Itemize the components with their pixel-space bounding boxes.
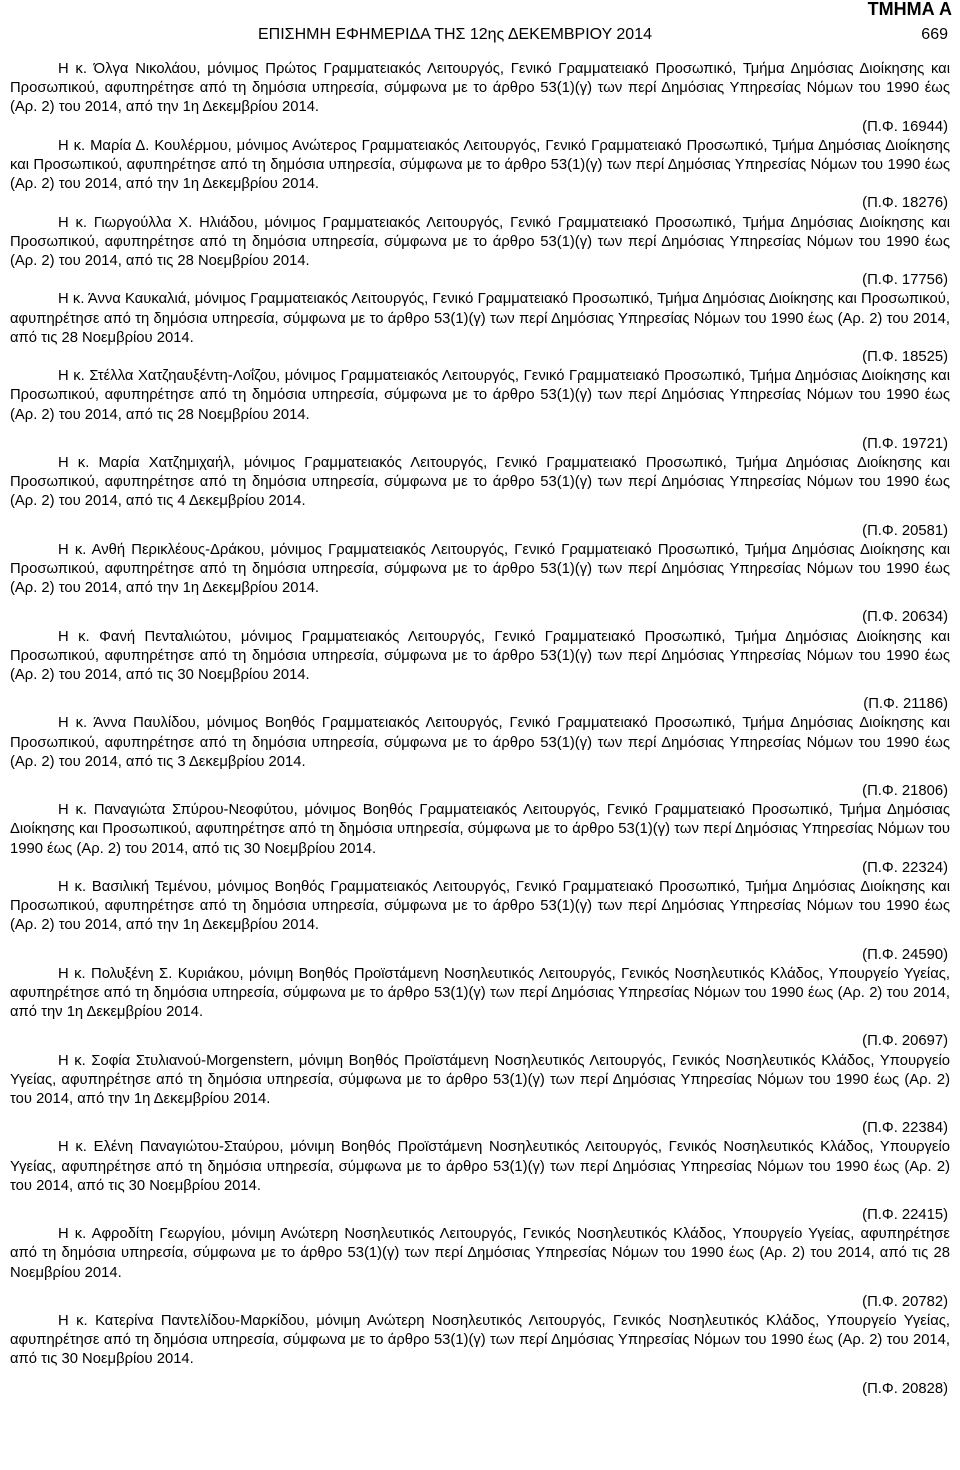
notice-text: Η κ. Άννα Καυκαλιά, μόνιμος Γραμματειακός Λειτουργός, Γενικό Γραμματειακό Προσωπικό, Τμήμα Δημόσιας Διοίκησης και Προσωπικού, αφυπηρέτησε από τη δημόσια υπηρεσία, σύμφωνα με το άρθρο 53(1)(γ) των περί Δημόσιας Υπηρεσίας Νόμων του 1990 έως (Αρ. 2) του 2014, από τις 28 Νοεμβρίου 2014. bbox=[10, 291, 950, 346]
retirement-notice bbox=[10, 290, 950, 367]
notice-text: Η κ. Φανή Πενταλιώτου, μόνιμος Γραμματειακός Λειτουργός, Γενικό Γραμματειακό Προσωπικό, Τμήμα Δημόσιας Διοίκησης και Προσωπικού, αφυπηρέτησε από τη δημόσια υπηρεσία, σύμφωνα με το άρθρο 53(1)(γ) των περί Δημόσιας Υπηρεσίας Νόμων του 1990 έως (Αρ. 2) του 2014, από τις 30 Νοεμβρίου 2014. bbox=[10, 628, 950, 683]
notice-text: Η κ. Αφροδίτη Γεωργίου, μόνιμη Ανώτερη Νοσηλευτικός Λειτουργός, Γενικός Νοσηλευτικός Κλάδος, Υπουργείο Υγείας, αφυπηρέτησε από τη δημόσια υπηρεσία, σύμφωνα με το άρθρο 53(1)(γ) των περί Δημόσιας Υπηρεσίας Νόμων του 1990 έως (Αρ. 2) του 2014, από τις 28 Νοεμβρίου 2014. bbox=[10, 1226, 950, 1281]
file-reference: (Π.Φ. 20634) bbox=[862, 609, 948, 626]
retirement-notice bbox=[10, 454, 950, 541]
notice-text: Η κ. Παναγιώτα Σπύρου-Νεοφύτου, μόνιμος Βοηθός Γραμματειακός Λειτουργός, Γενικό Γραμματειακό Προσωπικό, Τμήμα Δημόσιας Διοίκησης και Προσωπικού, αφυπηρέτησε από τη δημόσια υπηρεσία, σύμφωνα με το άρθρο 53(1)(γ) των περί Δημόσιας Υπηρεσίας Νόμων του 1990 έως (Αρ. 2) του 2014, από τις 30 Νοεμβρίου 2014. bbox=[10, 802, 950, 857]
file-reference: (Π.Φ. 20782) bbox=[862, 1293, 948, 1310]
notice-text: Η κ. Σοφία Στυλιανού-Morgenstern, μόνιμη Βοηθός Προϊστάμενη Νοσηλευτικός Λειτουργός, Γενικός Νοσηλευτικός Κλάδος, Υπουργείο Υγείας, αφυπηρέτησε από τη δημόσια υπηρεσία, σύμφωνα με το άρθρο 53(1)(γ) των περί Δημόσιας Υπηρεσίας Νόμων του 1990 έως (Αρ. 2) του 2014, από την 1η Δεκεμβρίου 2014. bbox=[10, 1052, 950, 1107]
retirement-notice bbox=[10, 628, 950, 715]
file-reference: (Π.Φ. 21806) bbox=[862, 782, 948, 799]
file-reference: (Π.Φ. 18525) bbox=[862, 349, 948, 365]
notice-text: Η κ. Άννα Παυλίδου, μόνιμος Βοηθός Γραμματειακός Λειτουργός, Γενικό Γραμματειακό Προσωπικό, Τμήμα Δημόσιας Διοίκησης και Προσωπικού, αφυπηρέτησε από τη δημόσια υπηρεσία, σύμφωνα με το άρθρο 53(1)(γ) των περί Δημόσιας Υπηρεσίας Νόμων του 1990 έως (Αρ. 2) του 2014, από τις 3 Δεκεμβρίου 2014. bbox=[10, 715, 950, 770]
notice-text: Η κ. Βασιλική Τεμένου, μόνιμος Βοηθός Γραμματειακός Λειτουργός, Γενικό Γραμματειακό Προσωπικό, Τμήμα Δημόσιας Διοίκησης και Προσωπικού, αφυπηρέτησε από τη δημόσια υπηρεσία, σύμφωνα με το άρθρο 53(1)(γ) των περί Δημόσιας Υπηρεσίας Νόμων του 1990 έως (Αρ. 2) του 2014, από την 1η Δεκεμβρίου 2014. bbox=[10, 878, 950, 934]
notice-text: Η κ. Μαρία Δ. Κουλέρμου, μόνιμος Ανώτερος Γραμματειακός Λειτουργός, Γενικό Γραμματειακό Προσωπικό, Τμήμα Δημόσιας Διοίκησης και Προσωπικού, αφυπηρέτησε από τη δημόσια υπηρεσία, σύμφωνα με το άρθρο 53(1)(γ) των περί Δημόσιας Υπηρεσίας Νόμων του 1990 έως (Αρ. 2) του 2014, από την 1η Δεκεμβρίου 2014. bbox=[10, 137, 950, 193]
retirement-notice bbox=[10, 214, 950, 291]
retirement-notice bbox=[10, 541, 950, 628]
file-reference: (Π.Φ. 22324) bbox=[862, 859, 948, 876]
notice-text: Η κ. Στέλλα Χατζηαυξέντη-Λοΐζου, μόνιμος Γραμματειακός Λειτουργός, Γενικό Γραμματειακό Προσωπικό, Τμήμα Δημόσιας Διοίκησης και Προσωπικού, αφυπηρέτησε από τη δημόσια υπηρεσία, σύμφωνα με το άρθρο 53(1)(γ) των περί Δημόσιας Υπηρεσίας Νόμων του 1990 έως (Αρ. 2) του 2014, από τις 28 Νοεμβρίου 2014. bbox=[10, 368, 950, 423]
notice-text: Η κ. Μαρία Χατζημιχαήλ, μόνιμος Γραμματειακός Λειτουργός, Γενικό Γραμματειακό Προσωπικό, Τμήμα Δημόσιας Διοίκησης και Προσωπικού, αφυπηρέτησε από τη δημόσια υπηρεσία, σύμφωνα με το άρθρο 53(1)(γ) των περί Δημόσιας Υπηρεσίας Νόμων του 1990 έως (Αρ. 2) του 2014, από τις 4 Δεκεμβρίου 2014. bbox=[10, 454, 950, 510]
notice-text: Η κ. Όλγα Νικολάου, μόνιμος Πρώτος Γραμματειακός Λειτουργός, Γενικό Γραμματειακό Προσωπικό, Τμήμα Δημόσιας Διοίκησης και Προσωπικού, αφυπηρέτησε από τη δημόσια υπηρεσία, σύμφωνα με το άρθρο 53(1)(γ) των περί Δημόσιας Υπηρεσίας Νόμων του 1990 έως (Αρ. 2) του 2014, από την 1η Δεκεμβρίου 2014. bbox=[10, 61, 950, 116]
file-reference: (Π.Φ. 22415) bbox=[862, 1206, 948, 1223]
retirement-notice bbox=[10, 1312, 950, 1399]
file-reference: (Π.Φ. 24590) bbox=[862, 946, 948, 963]
file-reference: (Π.Φ. 21186) bbox=[863, 696, 948, 713]
retirement-notice bbox=[10, 801, 950, 878]
retirement-notice bbox=[10, 1138, 950, 1225]
section-label: ΤΜΗΜΑ Α bbox=[867, 0, 952, 19]
gazette-title: ΕΠΙΣΗΜΗ ΕΦΗΜΕΡΙΔΑ ΤΗΣ 12ης ΔΕΚΕΜΒΡΙΟΥ 2014 bbox=[258, 26, 652, 43]
file-reference: (Π.Φ. 17756) bbox=[862, 272, 948, 289]
notice-text: Η κ. Ανθή Περικλέους-Δράκου, μόνιμος Γραμματειακός Λειτουργός, Γενικό Γραμματειακό Προσωπικό, Τμήμα Δημόσιας Διοίκησης και Προσωπικού, αφυπηρέτησε από τη δημόσια υπηρεσία, σύμφωνα με το άρθρο 53(1)(γ) των περί Δημόσιας Υπηρεσίας Νόμων του 1990 έως (Αρ. 2) του 2014, από την 1η Δεκεμβρίου 2014. bbox=[10, 541, 950, 597]
retirement-notice bbox=[10, 1052, 950, 1139]
file-reference: (Π.Φ. 16944) bbox=[862, 118, 948, 135]
file-reference: (Π.Φ. 19721) bbox=[862, 435, 948, 452]
retirement-notice bbox=[10, 137, 950, 214]
notice-text: Η κ. Ελένη Παναγιώτου-Σταύρου, μόνιμη Βοηθός Προϊστάμενη Νοσηλευτικός Λειτουργός, Γενικός Νοσηλευτικός Κλάδος, Υπουργείο Υγείας, αφυπηρέτησε από τη δημόσια υπηρεσία, σύμφωνα με το άρθρο 53(1)(γ) των περί Δημόσιας Υπηρεσίας Νόμων του 1990 έως (Αρ. 2) του 2014, από τις 30 Νοεμβρίου 2014. bbox=[10, 1139, 950, 1194]
retirement-notice bbox=[10, 714, 950, 801]
file-reference: (Π.Φ. 22384) bbox=[862, 1120, 948, 1137]
file-reference: (Π.Φ. 18276) bbox=[862, 195, 948, 212]
file-reference: (Π.Φ. 20828) bbox=[862, 1380, 948, 1397]
retirement-notice bbox=[10, 367, 950, 454]
notice-text: Η κ. Πολυξένη Σ. Κυριάκου, μόνιμη Βοηθός Προϊστάμενη Νοσηλευτικός Λειτουργός, Γενικός Νοσηλευτικός Κλάδος, Υπουργείο Υγείας, αφυπηρέτησε από τη δημόσια υπηρεσία, σύμφωνα με το άρθρο 53(1)(γ) των περί Δημόσιας Υπηρεσίας Νόμων του 1990 έως (Αρ. 2) του 2014, από την 1η Δεκεμβρίου 2014. bbox=[10, 965, 950, 1021]
notices-list bbox=[10, 60, 950, 1399]
page-number: 669 bbox=[921, 26, 948, 43]
file-reference: (Π.Φ. 20697) bbox=[862, 1033, 948, 1050]
file-reference: (Π.Φ. 20581) bbox=[862, 522, 948, 539]
retirement-notice bbox=[10, 965, 950, 1052]
retirement-notice bbox=[10, 60, 950, 137]
notice-text: Η κ. Γιωργούλλα Χ. Ηλιάδου, μόνιμος Γραμματειακός Λειτουργός, Γενικό Γραμματειακό Προσωπικό, Τμήμα Δημόσιας Διοίκησης και Προσωπικού, αφυπηρέτησε από τη δημόσια υπηρεσία, σύμφωνα με το άρθρο 53(1)(γ) των περί Δημόσιας Υπηρεσίας Νόμων του 1990 έως (Αρ. 2) του 2014, από τις 28 Νοεμβρίου 2014. bbox=[10, 214, 950, 269]
notice-text: Η κ. Κατερίνα Παντελίδου-Μαρκίδου, μόνιμη Ανώτερη Νοσηλευτικός Λειτουργός, Γενικός Νοσηλευτικός Κλάδος, Υπουργείο Υγείας, αφυπηρέτησε από τη δημόσια υπηρεσία, σύμφωνα με το άρθρο 53(1)(γ) των περί Δημόσιας Υπηρεσίας Νόμων του 1990 έως (Αρ. 2) του 2014, από τις 30 Νοεμβρίου 2014. bbox=[10, 1312, 950, 1368]
retirement-notice bbox=[10, 878, 950, 965]
retirement-notice bbox=[10, 1225, 950, 1312]
